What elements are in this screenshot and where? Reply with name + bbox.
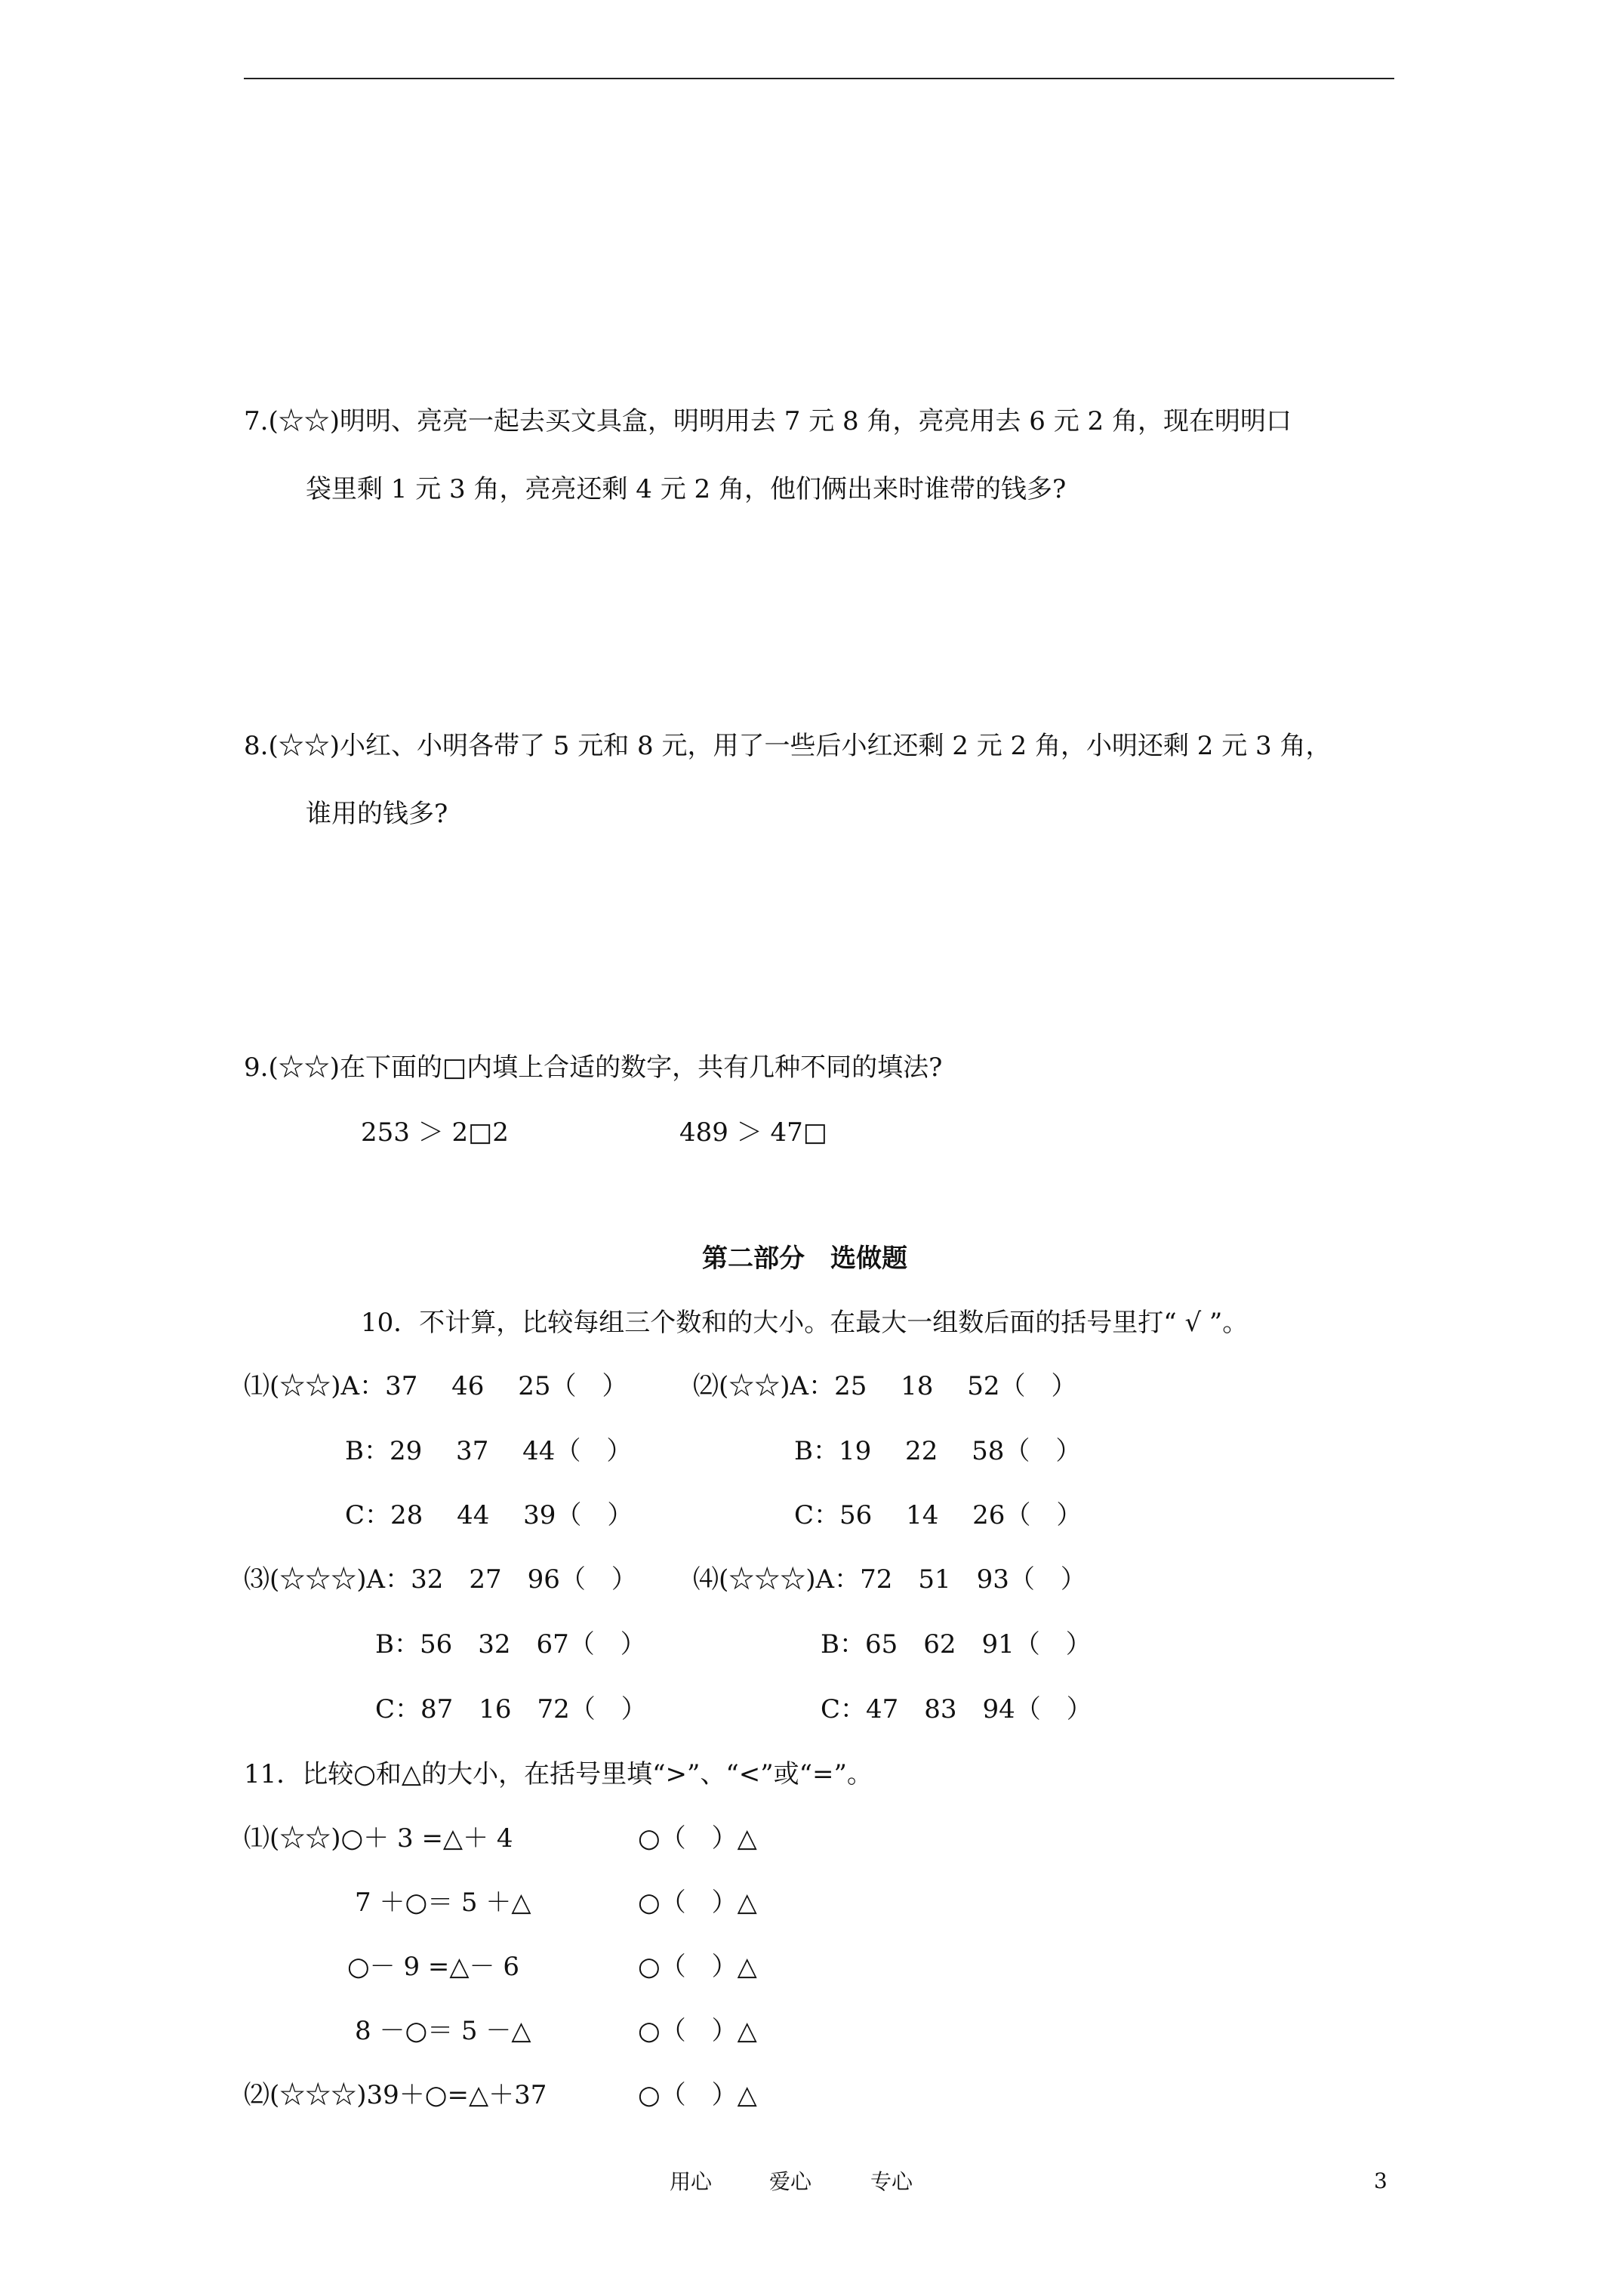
q10-group3-b: B：56 32 67（ ） — [375, 1629, 646, 1660]
q11-compare-3: ○（ ）△ — [638, 1952, 757, 1982]
q11-compare-4: ○（ ）△ — [638, 2016, 757, 2046]
q11-eq-3: ○－ 9 =△－ 6 — [347, 1952, 519, 1982]
q9-line1: 9.(☆☆)在下面的□内填上合适的数字，共有几种不同的填法? — [244, 1052, 943, 1083]
q10-group2-b: B：19 22 58（ ） — [794, 1436, 1082, 1466]
q10-group4-c: C：47 83 94（ ） — [821, 1694, 1092, 1724]
footer-motto-1: 用心 — [670, 2169, 713, 2194]
q7-line2: 袋里剩 1 元 3 角，亮亮还剩 4 元 2 角，他们俩出来时谁带的钱多? — [306, 474, 1067, 504]
q10-group1-a: ⑴(☆☆)A：37 46 25（ ） — [244, 1371, 628, 1401]
q10-intro: 10．不计算，比较每组三个数和的大小。在最大一组数后面的括号里打“ √ ”。 — [361, 1308, 1249, 1338]
q10-group4-a: ⑷(☆☆☆)A：72 51 93（ ） — [693, 1564, 1086, 1595]
q9-expression-1: 253 ＞ 2□2 — [361, 1117, 509, 1148]
q9-expression-2: 489 ＞ 47□ — [679, 1117, 827, 1148]
footer-motto-2: 爱心 — [769, 2169, 812, 2194]
part2-title: 第二部分 选做题 — [702, 1244, 907, 1274]
q10-group1-b: B：29 37 44（ ） — [345, 1436, 633, 1466]
q11-eq-1: ⑴(☆☆)○＋ 3 =△＋ 4 — [244, 1823, 513, 1854]
q11-compare-5: ○（ ）△ — [638, 2080, 757, 2110]
q7-line1: 7.(☆☆)明明、亮亮一起去买文具盒，明明用去 7 元 8 角，亮亮用去 6 元 2 角，现在明明口 — [244, 406, 1292, 436]
q11-compare-2: ○（ ）△ — [638, 1888, 757, 1918]
q8-line2: 谁用的钱多? — [306, 799, 448, 829]
footer-motto-3: 专心 — [870, 2169, 913, 2194]
q11-eq-4: 8 －○＝ 5 －△ — [355, 2016, 531, 2046]
q10-group3-c: C：87 16 72（ ） — [375, 1694, 647, 1724]
q11-eq-5: ⑵(☆☆☆)39＋○=△＋37 — [244, 2080, 547, 2110]
q10-group2-c: C：56 14 26（ ） — [794, 1500, 1083, 1530]
q8-line1: 8.(☆☆)小红、小明各带了 5 元和 8 元，用了一些后小红还剩 2 元 2 角，小明还剩 2 元 3 角， — [244, 731, 1332, 761]
header-rule — [244, 78, 1394, 79]
q11-compare-1: ○（ ）△ — [638, 1823, 757, 1854]
q11-intro: 11．比较○和△的大小，在括号里填“>”、“<”或“=”。 — [244, 1759, 873, 1789]
q10-group4-b: B：65 62 91（ ） — [821, 1629, 1092, 1660]
q11-eq-2: 7 ＋○＝ 5 ＋△ — [355, 1888, 531, 1918]
q10-group1-c: C：28 44 39（ ） — [345, 1500, 633, 1530]
q10-group3-a: ⑶(☆☆☆)A：32 27 96（ ） — [244, 1564, 637, 1595]
q10-group2-a: ⑵(☆☆)A：25 18 52（ ） — [693, 1371, 1077, 1401]
page-number: 3 — [1374, 2168, 1387, 2193]
